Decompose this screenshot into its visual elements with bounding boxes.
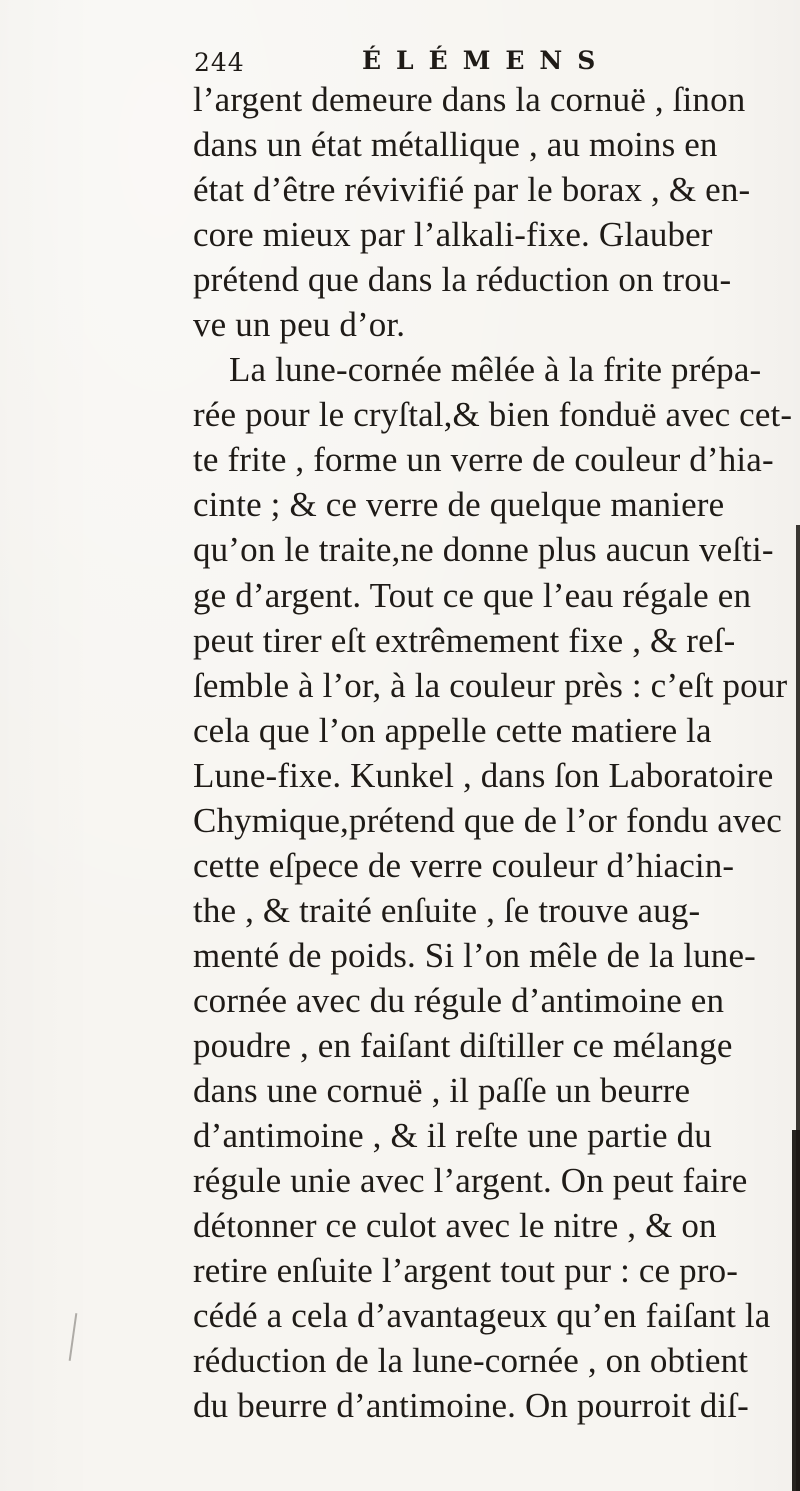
text-line: cédé a cela d’avantageux qu’en faiſant la [193, 1296, 771, 1336]
text-line: état d’être révivifié par le borax , & en- [193, 170, 751, 210]
text-line: dans un état métallique , au moins en [193, 125, 718, 165]
text-line: retire enſuite l’argent tout pur : ce pro- [193, 1251, 739, 1291]
text-line: rée pour le cryſtal,& bien fonduë avec cet- [193, 395, 793, 435]
text-line: cette eſpece de verre couleur d’hiacin- [193, 845, 735, 885]
text-line: qu’on le traite,ne donne plus aucun veſti- [193, 530, 774, 570]
text-line: ge d’argent. Tout ce que l’eau régale en [193, 575, 752, 615]
margin-mark [69, 1313, 78, 1361]
text-line: détonner ce culot avec le nitre , & on [193, 1206, 717, 1246]
text-line: d’antimoine , & il reſte une partie du [193, 1116, 712, 1156]
text-line: cela que l’on appelle cette matiere la [193, 710, 712, 750]
text-line: ve un peu d’or. [193, 305, 406, 345]
text-line: the , & traité enſuite , ſe trouve aug- [193, 890, 701, 930]
text-line: du beurre d’antimoine. On pourroit diſ- [193, 1386, 749, 1426]
text-line: peut tirer eſt extrêmement fixe , & reſ- [193, 620, 736, 660]
text-line: cornée avec du régule d’antimoine en [193, 980, 725, 1020]
text-line: te frite , forme un verre de couleur d’hia- [193, 440, 774, 480]
body-text [193, 77, 793, 1428]
text-line: cinte ; & ce verre de quelque maniere [193, 485, 725, 525]
text-line: Lune-fixe. Kunkel , dans ſon Laboratoire [193, 755, 774, 795]
running-title: ÉLÉMENS [362, 46, 611, 75]
text-line: régule unie avec l’argent. On peut faire [193, 1161, 748, 1201]
text-line: l’argent demeure dans la cornuë , ſinon [193, 80, 746, 119]
text-line: dans une cornuë , il paſſe un beurre [193, 1071, 691, 1111]
text-line: Chymique,prétend que de l’or fondu avec [193, 800, 782, 840]
text-line: menté de poids. Si l’on mêle de la lune- [193, 935, 756, 975]
text-line: core mieux par l’alkali-fixe. Glauber [193, 215, 713, 255]
text-line: ſemble à l’or, à la couleur près : c’eſt pour [193, 665, 788, 705]
text-line: prétend que dans la réduction on trou- [193, 260, 732, 300]
text-line: poudre , en faiſant diſtiller ce mélange [193, 1025, 733, 1065]
text-line: réduction de la lune-cornée , on obtient [193, 1341, 749, 1381]
page-number: 244 [194, 48, 245, 77]
text-line: La lune-cornée mêlée à la frite prépa- [229, 350, 762, 390]
page-edge-shadow [792, 1130, 800, 1491]
